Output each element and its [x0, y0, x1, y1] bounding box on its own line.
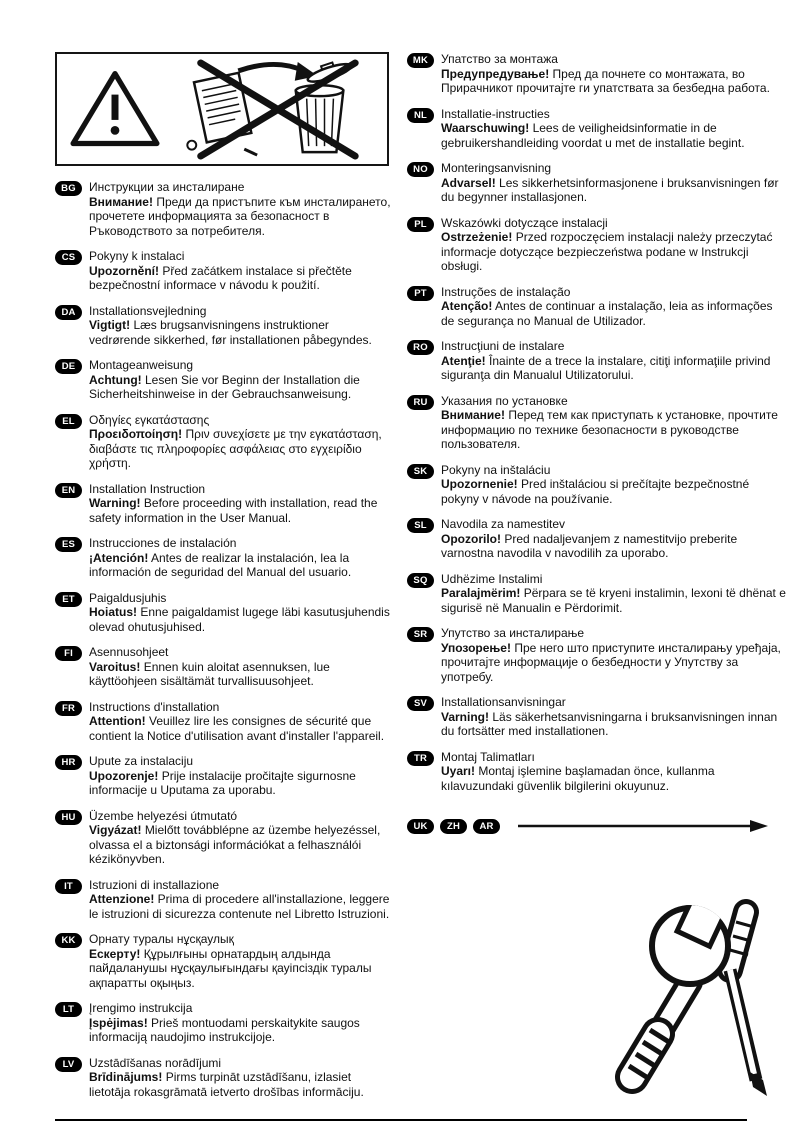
- warning-triangle-icon: [67, 66, 163, 152]
- entry-warning-text: Montaj işlemine başlamadan önce, kullanma kılavuzundaki güvenlik bilgilerini okuyunuz.: [441, 764, 715, 793]
- language-entry: [407, 216, 789, 274]
- entry-title: Paigaldusjuhis: [89, 590, 167, 605]
- language-entry: [55, 536, 393, 580]
- language-entry: [55, 932, 393, 990]
- entry-warning-word: Предупредување!: [441, 66, 550, 81]
- language-code-badge: NO: [407, 162, 434, 177]
- entry-warning-word: Uyarı!: [441, 764, 476, 778]
- language-code-badge: MK: [407, 53, 434, 68]
- entry-body: [89, 496, 393, 525]
- language-entry: [55, 878, 393, 922]
- language-entry: [55, 249, 393, 293]
- language-code-badge: DE: [55, 359, 82, 374]
- entry-warning-text: Antes de realizar la instalación, lea la información de seguridad del Manual del usuario.: [89, 550, 352, 579]
- entry-warning-text: Ennen kuin aloitat asennuksen, lue käyttöohjeen sisältämät turvallisuusohjeet.: [89, 659, 330, 688]
- language-code-badge: PT: [407, 286, 434, 301]
- entry-body: [441, 477, 789, 506]
- entry-title: Istruzioni di installazione: [89, 877, 220, 892]
- entry-body: [441, 176, 789, 205]
- wrench-screwdriver-icon: [570, 884, 785, 1119]
- entry-body: [89, 1070, 393, 1099]
- entry-body: [441, 354, 789, 383]
- entry-title: Asennusohjeet: [89, 645, 169, 659]
- language-code-badge: NL: [407, 108, 434, 123]
- entry-title: Installationsvejledning: [89, 303, 207, 318]
- entry-warning-word: Paralajmërim!: [441, 586, 521, 600]
- entry-body: [89, 427, 393, 471]
- warning-figure: [55, 52, 389, 166]
- language-code-badge: LT: [55, 1002, 82, 1017]
- entry-title: Instrucciones de instalación: [89, 536, 237, 550]
- entry-warning-text: Пре него што приступите инсталирању уређаја, прочитајте информације о безбедности у Упутству за употребу.: [441, 640, 781, 684]
- entry-warning-text: Before proceeding with installation, read the safety information in the User Manual.: [89, 496, 378, 525]
- entry-warning-word: Ostrzeżenie!: [441, 230, 513, 244]
- entry-warning-text: Mielőtt továbblépne az üzembe helyezéssel, olvassa el a biztonsági információkat a felhasználói kézikönyvben.: [89, 823, 381, 866]
- entry-warning-text: Antes de continuar a instalação, leia as informações de segurança no Manual de Utilizador.: [441, 299, 773, 328]
- entry-warning-word: Advarsel!: [441, 175, 496, 190]
- language-entry: [407, 626, 789, 684]
- entry-warning-word: ¡Atención!: [89, 550, 149, 565]
- entry-title: Monteringsanvisning: [441, 161, 552, 175]
- language-code-badge: EN: [55, 483, 82, 498]
- language-entry: [55, 482, 393, 526]
- entry-body: [441, 67, 789, 96]
- entry-warning-word: Vigtigt!: [89, 318, 131, 332]
- entry-body: [89, 823, 393, 867]
- entry-warning-text: Pirms turpināt uzstādīšanu, izlasiet lietotāja rokasgrāmatā ietverto drošības informāciju.: [89, 1070, 364, 1099]
- entry-warning-text: Перед тем как приступать к установке, прочтите информацию по технике безопасности в руководстве пользователя.: [441, 408, 778, 451]
- entry-body: [89, 195, 393, 239]
- language-code-badge: BG: [55, 181, 82, 196]
- language-code-badge: ZH: [440, 819, 467, 834]
- entry-body: [89, 892, 393, 921]
- language-code-badge: DA: [55, 305, 82, 320]
- language-code-badge: FR: [55, 701, 82, 716]
- language-code-badge: RU: [407, 395, 434, 410]
- entry-warning-word: Внимание!: [89, 194, 153, 209]
- entry-title: Montaj Talimatları: [441, 749, 535, 764]
- entry-body: [89, 660, 393, 689]
- entry-body: [89, 947, 393, 991]
- entry-warning-text: Πριν συνεχίσετε με την εγκατάσταση, διαβάστε τις πληροφορίες ασφάλειας στο εγχειρίδιο χρήστη.: [89, 427, 382, 470]
- language-entry: [407, 572, 789, 616]
- right-column: [407, 52, 789, 1119]
- language-code-badge: PL: [407, 217, 434, 232]
- entry-body: [441, 408, 789, 452]
- entry-warning-word: Achtung!: [89, 372, 142, 387]
- entry-warning-text: Құрылғыны орнатардың алдында пайдаланушы нұсқаулығындағы қауіпсіздік туралы ақпаратты оқыңыз.: [89, 946, 372, 990]
- entry-warning-word: Įspėjimas!: [89, 1015, 148, 1030]
- language-entry: [55, 700, 393, 744]
- entry-warning-word: Upozorenje!: [89, 768, 159, 783]
- entry-warning-text: Läs säkerhetsanvisningarna i bruksanvisningen innan du fortsätter med installationen.: [441, 709, 778, 738]
- entry-body: [89, 605, 393, 634]
- entry-title: Navodila za namestitev: [441, 517, 566, 531]
- entry-warning-word: Atenţie!: [441, 353, 486, 368]
- language-entry: [407, 52, 789, 96]
- entry-title: Упутство за инсталирање: [441, 626, 585, 640]
- entry-warning-word: Warning!: [89, 496, 141, 510]
- entry-warning-word: Упозорење!: [441, 640, 511, 655]
- language-entry: [407, 339, 789, 383]
- language-entry: [407, 107, 789, 151]
- page-bottom-rule: [55, 1119, 747, 1122]
- language-entry: [55, 645, 393, 689]
- entry-title: Указания по установке: [441, 393, 568, 408]
- language-code-badge: LV: [55, 1057, 82, 1072]
- language-code-badge: FI: [55, 646, 82, 661]
- entry-title: Üzembe helyezési útmutató: [89, 808, 238, 823]
- entry-warning-text: Lees de veiligheidsinformatie in de gebruikershandleiding voordat u met de installatie begint.: [441, 121, 745, 150]
- language-entry: [407, 695, 789, 739]
- language-entry: [55, 591, 393, 635]
- language-entry: [55, 754, 393, 798]
- language-code-badge: SK: [407, 464, 434, 479]
- language-code-badge: KK: [55, 933, 82, 948]
- language-entry: [55, 413, 393, 471]
- language-code-badge: ES: [55, 537, 82, 552]
- manual-page: [55, 52, 789, 1119]
- language-code-badge: EL: [55, 414, 82, 429]
- language-entry: [55, 304, 393, 348]
- entry-body: [89, 769, 393, 798]
- entry-warning-word: Attenzione!: [89, 892, 155, 906]
- entry-warning-text: Przed rozpoczęciem instalacji należy przeczytać informacje dotyczące bezpieczeństwa podane w Instrukcji obsługi.: [441, 230, 773, 273]
- entry-title: Montageanweisung: [89, 358, 194, 372]
- language-code-badge: SQ: [407, 573, 434, 588]
- entry-title: Pokyny k instalaci: [89, 249, 185, 263]
- wrench-icon: [629, 884, 738, 1078]
- entry-body: [89, 551, 393, 580]
- entry-body: [441, 641, 789, 685]
- entry-title: Instruções de instalação: [441, 284, 571, 299]
- language-code-badge: TR: [407, 751, 434, 766]
- language-list-left: [55, 180, 393, 1110]
- screwdriver-icon: [730, 912, 767, 1096]
- entry-body: [441, 586, 789, 615]
- entry-warning-word: Upozornenie!: [441, 477, 518, 491]
- entry-body: [441, 121, 789, 150]
- entry-warning-text: Përpara se të kryeni instalimin, lexoni të dhënat e sigurisë në Manualin e Përdorimit.: [441, 586, 786, 615]
- entry-warning-text: Enne paigaldamist lugege läbi kasutusjuhendis olevad ohutusjuhised.: [89, 605, 390, 634]
- entry-title: Installatie-instructies: [441, 106, 550, 121]
- entry-warning-text: Преди да пристъпите към инсталирането, прочетете информацията за безопасност в Ръководството за потребителя.: [89, 194, 391, 238]
- entry-body: [89, 714, 393, 743]
- language-code-badge: HU: [55, 810, 82, 825]
- language-code-badge: SL: [407, 518, 434, 533]
- entry-warning-word: Atenção!: [441, 299, 493, 313]
- language-entry: [407, 285, 789, 329]
- entry-body: [441, 532, 789, 561]
- language-code-badge: CS: [55, 250, 82, 265]
- entry-title: Upute za instalaciju: [89, 754, 194, 768]
- entry-body: [441, 710, 789, 739]
- entry-warning-text: Prije instalacije pročitajte sigurnosne informacije u Uputama za uporabu.: [89, 768, 356, 797]
- language-code-badge: AR: [473, 819, 500, 834]
- language-code-badge: SV: [407, 696, 434, 711]
- tools-figure: [407, 884, 789, 1119]
- entry-warning-word: Opozorilo!: [441, 531, 501, 546]
- entry-warning-word: Προειδοποίηση!: [89, 427, 183, 441]
- entry-warning-text: Пред да почнете со монтажата, во Прирачникот прочитајте ги упатствата за безбедна работа.: [441, 66, 770, 95]
- language-code-badge: UK: [407, 819, 434, 834]
- language-entry: [407, 750, 789, 794]
- entry-warning-word: Varning!: [441, 709, 490, 724]
- language-list-right: [407, 52, 789, 804]
- language-entry: [407, 161, 789, 205]
- language-entry: [55, 1001, 393, 1045]
- language-entry: [55, 1056, 393, 1100]
- entry-warning-word: Ескерту!: [89, 946, 141, 961]
- language-entry: [55, 809, 393, 867]
- entry-title: Wskazówki dotyczące instalacji: [441, 215, 608, 230]
- entry-body: [441, 230, 789, 274]
- do-not-discard-manual-icon: [175, 57, 371, 161]
- entry-title: Упатство за монтажа: [441, 52, 558, 66]
- entry-warning-text: Pred inštaláciou si prečítajte bezpečnostné pokyny v návode na používanie.: [441, 477, 750, 506]
- language-entry: [407, 463, 789, 507]
- entry-body: [441, 299, 789, 328]
- entry-warning-text: Pred nadaljevanjem z namestitvijo preberite varnostna navodila v navodilih za uporabo.: [441, 531, 738, 560]
- entry-warning-word: Hoiatus!: [89, 605, 137, 619]
- entry-title: Udhëzime Instalimi: [441, 571, 543, 586]
- right-arrow-icon: [518, 819, 768, 833]
- language-entry: [407, 517, 789, 561]
- entry-title: Instrucţiuni de instalare: [441, 339, 565, 353]
- entry-warning-text: Před začátkem instalace si přečtěte bezpečnostní informace v návodu k použití.: [89, 263, 352, 292]
- entry-warning-text: Les sikkerhetsinformasjonene i bruksanvisningen før du begynner installasjonen.: [441, 175, 779, 204]
- entry-title: Uzstādīšanas norādījumi: [89, 1055, 222, 1070]
- other-languages-row: [407, 818, 789, 834]
- entry-warning-word: Внимание!: [441, 408, 505, 422]
- entry-warning-text: Læs brugsanvisningens instruktioner vedrørende sikkerhed, før installationen påbegyndes.: [89, 318, 372, 347]
- entry-body: [89, 318, 393, 347]
- entry-warning-text: Veuillez lire les consignes de sécurité que contient la Notice d'utilisation avant d'installer l'appareil.: [89, 714, 385, 743]
- entry-warning-text: Prima di procedere all'installazione, leggere le istruzioni di sicurezza contenute nel Libretto Istruzioni.: [89, 892, 390, 921]
- left-column: [55, 52, 393, 1119]
- entry-warning-word: Waarschuwing!: [441, 121, 530, 135]
- entry-warning-word: Attention!: [89, 714, 146, 728]
- entry-title: Pokyny na inštaláciu: [441, 462, 551, 477]
- entry-body: [89, 373, 393, 402]
- language-code-badge: IT: [55, 879, 82, 894]
- entry-title: Орнату туралы нұсқаулық: [89, 932, 234, 946]
- entry-warning-word: Upozornění!: [89, 263, 159, 278]
- language-code-badge: RO: [407, 340, 434, 355]
- entry-body: [89, 264, 393, 293]
- language-code-badge: HR: [55, 755, 82, 770]
- entry-warning-text: Înainte de a trece la instalare, citiţi informaţiile privind siguranţa din Manualul Utilizatorului.: [441, 353, 771, 382]
- entry-warning-text: Prieš montuodami perskaitykite saugos informaciją naudojimo instrukcijoje.: [89, 1015, 360, 1044]
- entry-title: Instructions d'installation: [89, 699, 220, 714]
- entry-title: Οδηγίες εγκατάστασης: [89, 412, 210, 427]
- entry-warning-word: Vigyázat!: [89, 823, 142, 837]
- entry-warning-word: Varoitus!: [89, 659, 141, 674]
- language-entry: [55, 358, 393, 402]
- entry-title: Installationsanvisningar: [441, 695, 566, 709]
- entry-title: Installation Instruction: [89, 481, 206, 496]
- entry-body: [441, 764, 789, 793]
- entry-warning-text: Lesen Sie vor Beginn der Installation die Sicherheitshinweise in der Gebrauchsanweisung.: [89, 372, 360, 401]
- language-entry: [55, 180, 393, 238]
- language-code-badge: SR: [407, 627, 434, 642]
- entry-title: Įrengimo instrukcija: [89, 1001, 193, 1015]
- language-entry: [407, 394, 789, 452]
- entry-title: Инструкции за инсталиране: [89, 180, 245, 194]
- entry-body: [89, 1016, 393, 1045]
- entry-warning-word: Brīdinājums!: [89, 1070, 163, 1084]
- language-code-badge: ET: [55, 592, 82, 607]
